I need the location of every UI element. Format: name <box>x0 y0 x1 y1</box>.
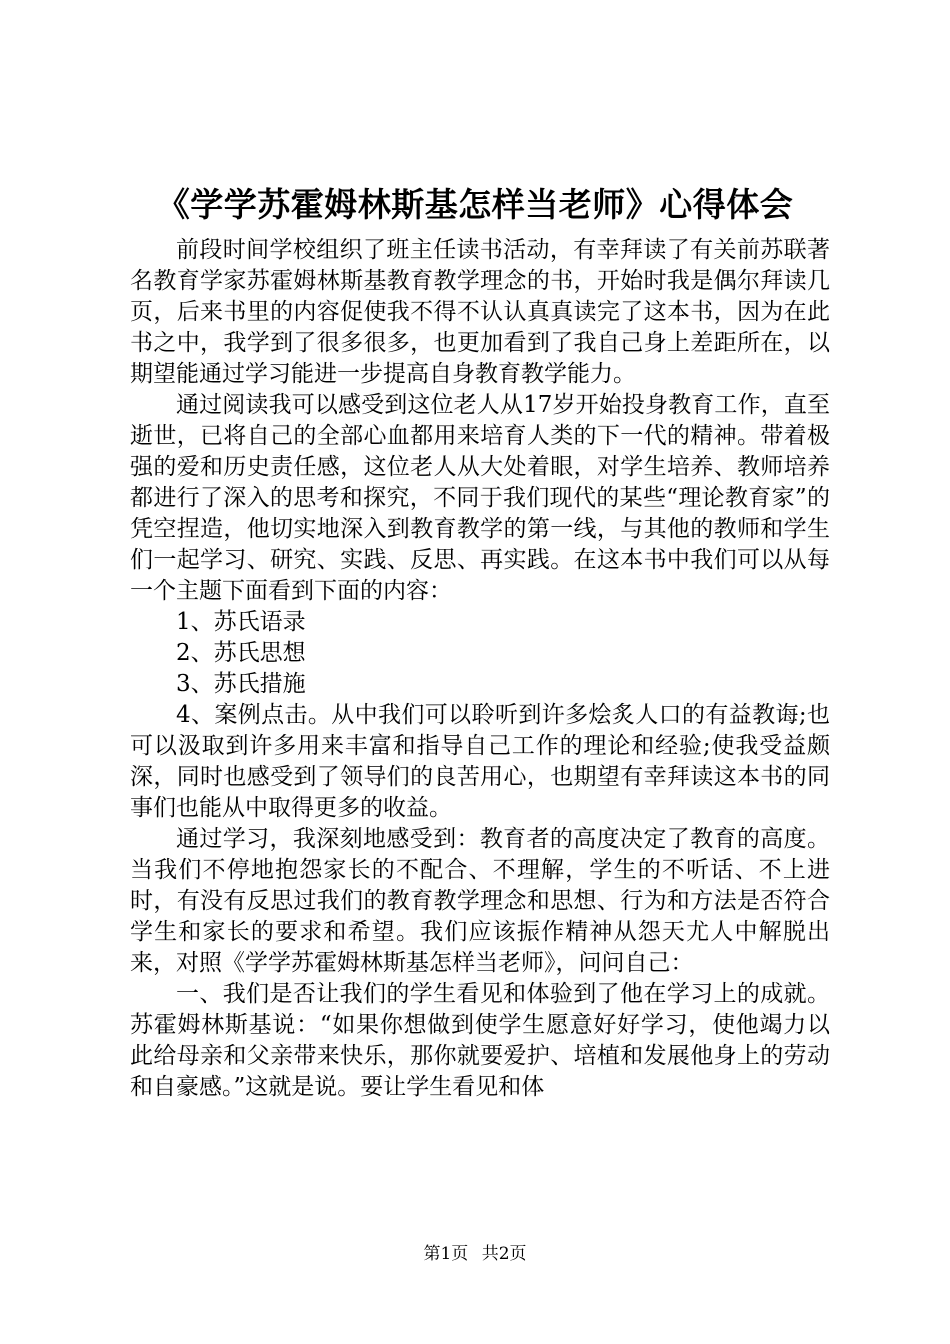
document-title: 《学学苏霍姆林斯基怎样当老师》心得体会 <box>156 185 794 224</box>
document-body <box>130 235 830 1103</box>
paragraph: 4、案例点击。从中我们可以聆听到许多烩炙人口的有益教诲;也可以汲取到许多用来丰富和指导自己工作的理论和经验;使我受益颇深，同时也感受到了领导们的良苦用心，也期望有幸拜读这本书的同事们也能从中取得更多的收益。 <box>130 702 830 821</box>
list-item: 2、苏氏思想 <box>176 640 306 666</box>
paragraph: 通过学习，我深刻地感受到：教育者的高度决定了教育的高度。当我们不停地抱怨家长的不配合、不理解，学生的不听话、不上进时，有没有反思过我们的教育教学理念和思想、行为和方法是否符合学生和家长的要求和希望。我们应该振作精神从怨天尤人中解脱出来，对照《学学苏霍姆林斯基怎样当老师》，问问自己： <box>130 826 830 976</box>
page-number: 第1页 <box>423 1244 469 1264</box>
paragraph: 前段时间学校组织了班主任读书活动，有幸拜读了有关前苏联著名教育学家苏霍姆林斯基教育教学理念的书，开始时我是偶尔拜读几页，后来书里的内容促使我不得不认认真真读完了这本书，因为在此书之中，我学到了很多很多，也更加看到了我自己身上差距所在，以期望能通过学习能进一步提高自身教育教学能力。 <box>130 237 830 387</box>
paragraph: 通过阅读我可以感受到这位老人从17岁开始投身教育工作，直至逝世，已将自己的全部心血都用来培育人类的下一代的精神。带着极强的爱和历史责任感，这位老人从大处着眼，对学生培养、教师培养都进行了深入的思考和探究，不同于我们现代的某些“理论教育家”的凭空捏造，他切实地深入到教育教学的第一线，与其他的教师和学生们一起学习、研究、实践、反思、再实践。在这本书中我们可以从每一个主题下面看到下面的内容： <box>130 392 830 604</box>
page-footer <box>0 1242 950 1266</box>
paragraph: 一、我们是否让我们的学生看见和体验到了他在学习上的成就。苏霍姆林斯基说：“如果你想做到使学生愿意好好学习，使他竭力以此给母亲和父亲带来快乐，那你就要爱护、培植和发展他身上的劳动和自豪感。”这就是说。要让学生看见和体 <box>130 981 830 1100</box>
list-item: 1、苏氏语录 <box>176 609 306 635</box>
list-item: 3、苏氏措施 <box>176 671 306 697</box>
page-total: 共2页 <box>481 1244 527 1264</box>
